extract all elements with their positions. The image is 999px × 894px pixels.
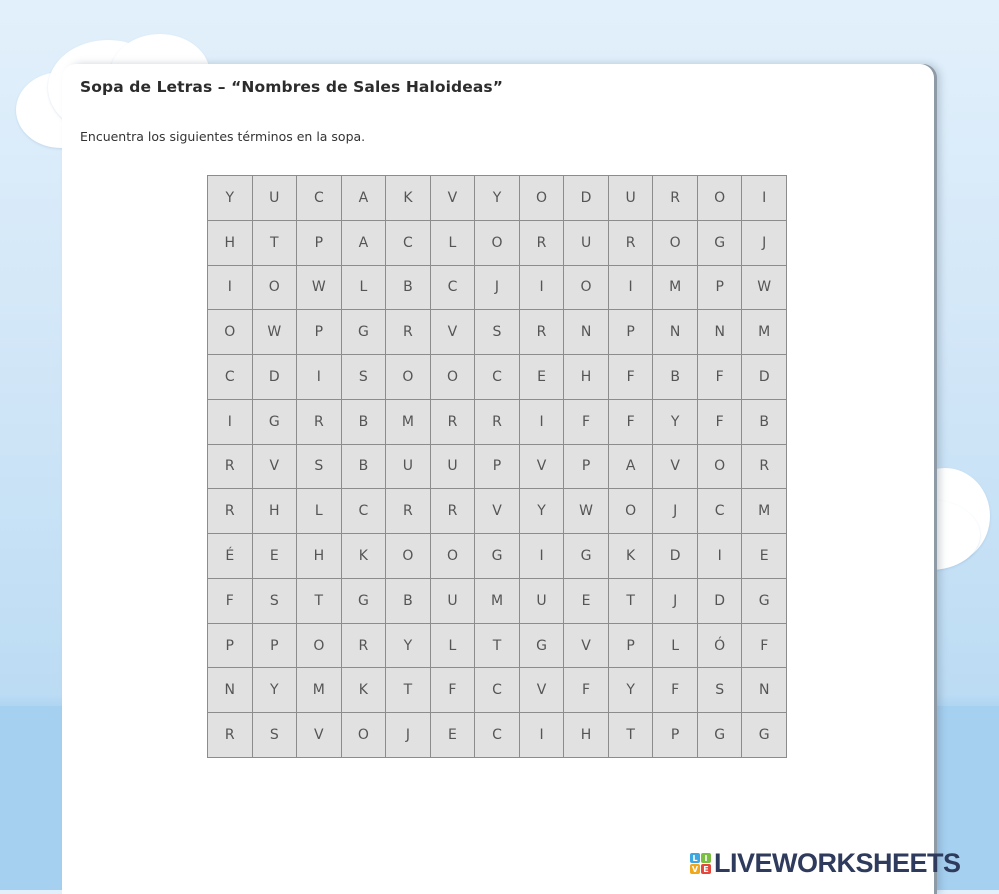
grid-cell[interactable]: T bbox=[609, 579, 653, 623]
grid-cell[interactable]: R bbox=[520, 310, 564, 354]
grid-cell[interactable]: I bbox=[520, 713, 564, 757]
grid-cell[interactable]: E bbox=[253, 534, 297, 578]
grid-cell[interactable]: O bbox=[386, 355, 430, 399]
grid-cell[interactable]: P bbox=[297, 310, 341, 354]
grid-cell[interactable]: G bbox=[742, 713, 786, 757]
brand-icon bbox=[690, 853, 711, 874]
grid-cell[interactable]: H bbox=[297, 534, 341, 578]
grid-cell[interactable]: G bbox=[742, 579, 786, 623]
grid-cell[interactable]: F bbox=[609, 400, 653, 444]
grid-cell[interactable]: B bbox=[653, 355, 697, 399]
grid-cell[interactable]: F bbox=[431, 668, 475, 712]
grid-cell[interactable]: D bbox=[253, 355, 297, 399]
grid-cell[interactable]: H bbox=[253, 489, 297, 533]
grid-cell[interactable]: M bbox=[386, 400, 430, 444]
grid-cell[interactable]: R bbox=[520, 221, 564, 265]
grid-cell[interactable]: G bbox=[253, 400, 297, 444]
grid-cell[interactable]: H bbox=[564, 355, 608, 399]
grid-cell[interactable]: Y bbox=[386, 624, 430, 668]
grid-cell[interactable]: S bbox=[297, 445, 341, 489]
grid-cell[interactable]: R bbox=[386, 489, 430, 533]
grid-cell[interactable]: I bbox=[208, 400, 252, 444]
grid-cell[interactable]: G bbox=[475, 534, 519, 578]
grid-cell[interactable]: F bbox=[698, 400, 742, 444]
grid-cell[interactable]: T bbox=[475, 624, 519, 668]
grid-cell[interactable]: C bbox=[475, 668, 519, 712]
grid-cell[interactable]: W bbox=[742, 266, 786, 310]
grid-cell[interactable]: O bbox=[698, 445, 742, 489]
grid-cell[interactable]: I bbox=[698, 534, 742, 578]
grid-cell[interactable]: K bbox=[609, 534, 653, 578]
grid-cell[interactable]: F bbox=[564, 668, 608, 712]
grid-cell[interactable]: J bbox=[386, 713, 430, 757]
grid-cell[interactable]: D bbox=[698, 579, 742, 623]
brand-icon-tile: E bbox=[701, 864, 711, 874]
grid-cell[interactable]: O bbox=[208, 310, 252, 354]
grid-cell[interactable]: K bbox=[386, 176, 430, 220]
word-search-grid bbox=[207, 175, 787, 758]
grid-cell[interactable]: A bbox=[609, 445, 653, 489]
grid-cell[interactable]: O bbox=[609, 489, 653, 533]
grid-cell[interactable]: F bbox=[564, 400, 608, 444]
grid-cell[interactable]: O bbox=[475, 221, 519, 265]
grid-cell[interactable]: R bbox=[609, 221, 653, 265]
grid-cell[interactable]: G bbox=[698, 713, 742, 757]
grid-cell[interactable]: O bbox=[342, 713, 386, 757]
grid-cell[interactable]: M bbox=[742, 310, 786, 354]
grid-cell[interactable]: G bbox=[698, 221, 742, 265]
grid-cell[interactable]: F bbox=[609, 355, 653, 399]
grid-cell[interactable]: P bbox=[698, 266, 742, 310]
grid-cell[interactable]: O bbox=[253, 266, 297, 310]
grid-cell[interactable]: A bbox=[342, 221, 386, 265]
grid-cell[interactable]: F bbox=[742, 624, 786, 668]
grid-cell[interactable]: C bbox=[475, 713, 519, 757]
grid-cell[interactable]: O bbox=[653, 221, 697, 265]
grid-cell[interactable]: L bbox=[431, 624, 475, 668]
grid-cell[interactable]: F bbox=[208, 579, 252, 623]
grid-cell[interactable]: T bbox=[253, 221, 297, 265]
grid-cell[interactable]: O bbox=[564, 266, 608, 310]
grid-cell[interactable]: K bbox=[342, 534, 386, 578]
grid-cell[interactable]: C bbox=[208, 355, 252, 399]
grid-cell[interactable]: J bbox=[742, 221, 786, 265]
grid-cell[interactable]: V bbox=[520, 668, 564, 712]
grid-cell[interactable]: B bbox=[386, 579, 430, 623]
grid-cell[interactable]: O bbox=[386, 534, 430, 578]
grid-cell[interactable]: B bbox=[342, 400, 386, 444]
grid-cell[interactable]: E bbox=[520, 355, 564, 399]
grid-cell[interactable]: P bbox=[609, 624, 653, 668]
grid-cell[interactable]: R bbox=[653, 176, 697, 220]
grid-cell[interactable]: C bbox=[698, 489, 742, 533]
grid-cell[interactable]: F bbox=[653, 668, 697, 712]
grid-cell[interactable]: T bbox=[609, 713, 653, 757]
grid-cell[interactable]: S bbox=[342, 355, 386, 399]
grid-cell[interactable]: I bbox=[609, 266, 653, 310]
grid-cell[interactable]: I bbox=[208, 266, 252, 310]
grid-cell[interactable]: P bbox=[208, 624, 252, 668]
grid-cell[interactable]: W bbox=[253, 310, 297, 354]
grid-cell[interactable]: I bbox=[520, 400, 564, 444]
grid-cell[interactable]: D bbox=[653, 534, 697, 578]
grid-cell[interactable]: C bbox=[342, 489, 386, 533]
grid-cell[interactable]: P bbox=[609, 310, 653, 354]
grid-cell[interactable]: U bbox=[564, 221, 608, 265]
grid-cell[interactable]: Y bbox=[208, 176, 252, 220]
grid-cell[interactable]: L bbox=[297, 489, 341, 533]
grid-cell[interactable]: I bbox=[742, 176, 786, 220]
worksheet-instruction: Encuentra los siguientes términos en la sopa. bbox=[80, 129, 366, 144]
grid-cell[interactable]: H bbox=[564, 713, 608, 757]
grid-cell[interactable]: É bbox=[208, 534, 252, 578]
grid-cell[interactable]: R bbox=[431, 489, 475, 533]
grid-cell[interactable]: V bbox=[297, 713, 341, 757]
grid-cell[interactable]: Y bbox=[475, 176, 519, 220]
grid-cell[interactable]: Y bbox=[609, 668, 653, 712]
liveworksheets-logo bbox=[690, 848, 961, 879]
grid-cell[interactable]: V bbox=[475, 489, 519, 533]
grid-cell[interactable]: R bbox=[208, 713, 252, 757]
brand-name: LIVEWORKSHEETS bbox=[714, 848, 961, 878]
grid-cell[interactable]: O bbox=[698, 176, 742, 220]
grid-cell[interactable]: P bbox=[297, 221, 341, 265]
grid-cell[interactable]: J bbox=[653, 579, 697, 623]
grid-cell[interactable]: O bbox=[520, 176, 564, 220]
grid-cell[interactable]: F bbox=[698, 355, 742, 399]
grid-cell[interactable]: T bbox=[297, 579, 341, 623]
brand-icon-tile: V bbox=[691, 864, 699, 874]
grid-cell[interactable]: K bbox=[342, 668, 386, 712]
grid-cell[interactable]: M bbox=[297, 668, 341, 712]
grid-cell[interactable]: L bbox=[653, 624, 697, 668]
grid-cell[interactable]: V bbox=[431, 176, 475, 220]
grid-cell[interactable]: Y bbox=[253, 668, 297, 712]
grid-cell[interactable]: M bbox=[742, 489, 786, 533]
grid-cell[interactable]: J bbox=[475, 266, 519, 310]
grid-cell[interactable]: O bbox=[297, 624, 341, 668]
grid-cell[interactable]: O bbox=[431, 355, 475, 399]
grid-cell[interactable]: B bbox=[386, 266, 430, 310]
grid-cell[interactable]: U bbox=[431, 579, 475, 623]
grid-cell[interactable]: N bbox=[208, 668, 252, 712]
grid-cell[interactable]: U bbox=[520, 579, 564, 623]
grid-cell[interactable]: T bbox=[386, 668, 430, 712]
brand-icon-tile: L bbox=[690, 853, 700, 863]
grid-cell[interactable]: R bbox=[742, 445, 786, 489]
grid-cell[interactable]: P bbox=[653, 713, 697, 757]
grid-cell[interactable]: B bbox=[742, 400, 786, 444]
grid-cell[interactable]: G bbox=[564, 534, 608, 578]
grid-cell[interactable]: R bbox=[297, 400, 341, 444]
grid-cell[interactable]: M bbox=[475, 579, 519, 623]
grid-cell[interactable]: C bbox=[475, 355, 519, 399]
grid-cell[interactable]: U bbox=[609, 176, 653, 220]
grid-cell[interactable]: R bbox=[475, 400, 519, 444]
grid-cell[interactable]: M bbox=[653, 266, 697, 310]
grid-cell[interactable]: U bbox=[431, 445, 475, 489]
grid-cell[interactable]: R bbox=[208, 445, 252, 489]
grid-cell[interactable]: N bbox=[742, 668, 786, 712]
grid-cell[interactable]: Ó bbox=[698, 624, 742, 668]
grid-cell[interactable]: V bbox=[653, 445, 697, 489]
brand-icon-tile: I bbox=[701, 853, 711, 863]
grid-cell[interactable]: W bbox=[297, 266, 341, 310]
grid-cell[interactable]: V bbox=[520, 445, 564, 489]
grid-cell[interactable]: R bbox=[386, 310, 430, 354]
grid-cell[interactable]: C bbox=[431, 266, 475, 310]
grid-cell[interactable]: S bbox=[253, 579, 297, 623]
grid-cell[interactable]: G bbox=[342, 579, 386, 623]
grid-cell[interactable]: G bbox=[342, 310, 386, 354]
grid-cell[interactable]: G bbox=[520, 624, 564, 668]
grid-cell[interactable]: B bbox=[342, 445, 386, 489]
grid-cell[interactable]: S bbox=[475, 310, 519, 354]
grid-cell[interactable]: P bbox=[253, 624, 297, 668]
grid-cell[interactable]: H bbox=[208, 221, 252, 265]
grid-cell[interactable]: C bbox=[297, 176, 341, 220]
grid-cell[interactable]: N bbox=[564, 310, 608, 354]
grid-cell[interactable]: U bbox=[253, 176, 297, 220]
grid-cell[interactable]: V bbox=[431, 310, 475, 354]
grid-cell[interactable]: C bbox=[386, 221, 430, 265]
grid-cell[interactable]: U bbox=[386, 445, 430, 489]
grid-cell[interactable]: E bbox=[564, 579, 608, 623]
grid-cell[interactable]: Y bbox=[653, 400, 697, 444]
grid-cell[interactable]: R bbox=[431, 400, 475, 444]
grid-cell[interactable]: R bbox=[208, 489, 252, 533]
grid-cell[interactable]: D bbox=[564, 176, 608, 220]
grid-cell[interactable]: J bbox=[653, 489, 697, 533]
grid-cell[interactable]: A bbox=[342, 176, 386, 220]
grid-cell[interactable]: R bbox=[342, 624, 386, 668]
grid-cell[interactable]: E bbox=[431, 713, 475, 757]
grid-cell[interactable]: Y bbox=[520, 489, 564, 533]
grid-cell[interactable]: I bbox=[520, 266, 564, 310]
grid-cell[interactable]: S bbox=[698, 668, 742, 712]
worksheet-title: Sopa de Letras – “Nombres de Sales Haloideas” bbox=[80, 78, 504, 96]
grid-cell[interactable]: N bbox=[653, 310, 697, 354]
grid-cell[interactable]: D bbox=[742, 355, 786, 399]
grid-cell[interactable]: V bbox=[253, 445, 297, 489]
grid-cell[interactable]: L bbox=[342, 266, 386, 310]
grid-cell[interactable]: W bbox=[564, 489, 608, 533]
grid-cell[interactable]: I bbox=[297, 355, 341, 399]
grid-cell[interactable]: E bbox=[742, 534, 786, 578]
grid-cell[interactable]: S bbox=[253, 713, 297, 757]
grid-cell[interactable]: L bbox=[431, 221, 475, 265]
grid-cell[interactable]: P bbox=[564, 445, 608, 489]
grid-cell[interactable]: P bbox=[475, 445, 519, 489]
grid-cell[interactable]: I bbox=[520, 534, 564, 578]
grid-cell[interactable]: O bbox=[431, 534, 475, 578]
grid-cell[interactable]: N bbox=[698, 310, 742, 354]
grid-cell[interactable]: V bbox=[564, 624, 608, 668]
